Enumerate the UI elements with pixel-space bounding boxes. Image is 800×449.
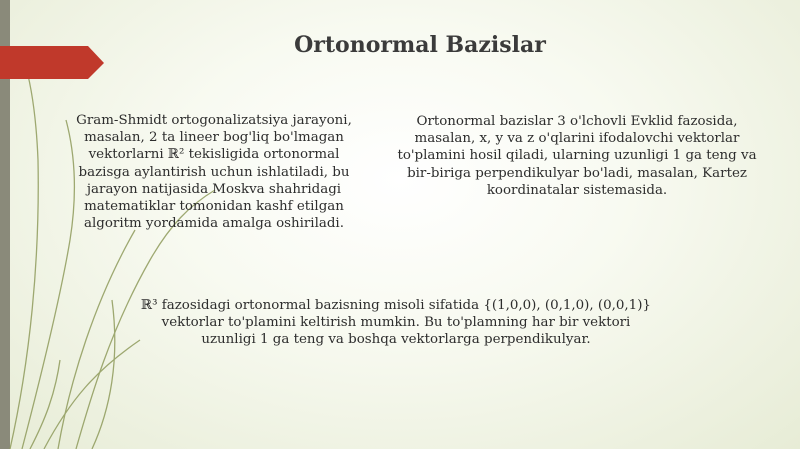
left-paragraph: Gram-Shmidt ortogonalizatsiya jarayoni, masalan, 2 ta lineer bog'liq bo'lmagan vektorlarni ℝ² tekisligida ortonormal bazisga aylantirish uchun ishlatiladi, bu jarayon natijasida Moskva shahridagi matematiklar tomonidan kashf etilgan algoritm yordamida amalga oshiriladi.: [76, 113, 352, 232]
right-paragraph: Ortonormal bazislar 3 o'lchovli Evklid fazosida, masalan, x, y va z o'qlarini ifodalovchi vektorlar to'plamini hosil qiladi, ularning uzunligi 1 ga teng va bir-biriga perpendikulyar bo'ladi, masalan, Kartez koordinatalar sistemasida.: [397, 114, 757, 198]
bottom-paragraph: ℝ³ fazosidagi ortonormal bazisning misoli sifatida {(1,0,0), (0,1,0), (0,0,1)} vektorlar to'plamini keltirish mumkin. Bu to'plamning har bir vektori uzunligi 1 ga teng va boshqa vektorlarga perpendikulyar.: [141, 298, 651, 348]
red-banner-shape: [0, 46, 104, 79]
slide-title: Ortonormal Bazislar: [294, 32, 546, 58]
